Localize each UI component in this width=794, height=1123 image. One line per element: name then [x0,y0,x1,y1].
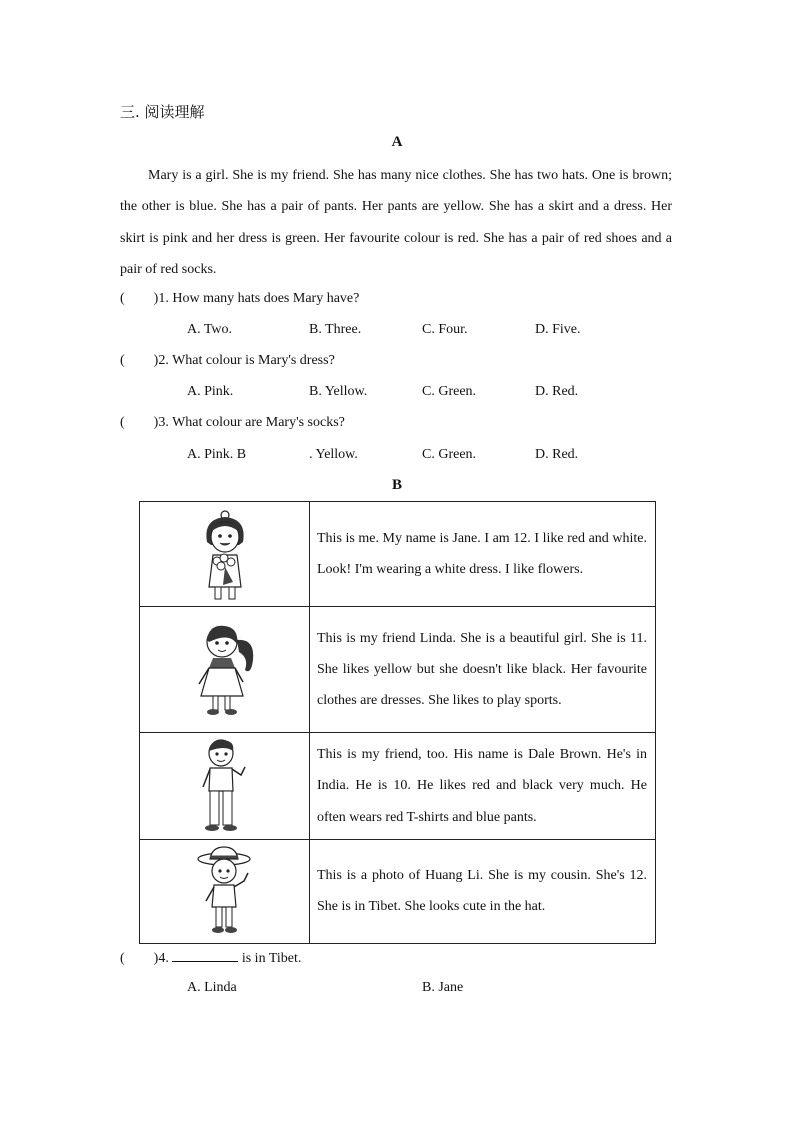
option-1c[interactable]: C. Four. [422,322,468,337]
option-3c[interactable]: C. Green. [422,447,477,462]
answer-paren-open[interactable]: ( [120,951,125,966]
option-4b[interactable]: B. Jane [422,980,464,995]
option-1d[interactable]: D. Five. [535,322,581,337]
profiles-table [139,501,656,944]
question-text: is in Tibet. [241,951,302,966]
table-row [140,502,656,607]
girl-in-hat-icon [194,845,256,937]
profile-text: This is me. My name is Jane. I am 12. I like red and white. Look! I'm wearing a white dress. I like flowers. [310,502,656,607]
question-text: 2. What colour is Mary's dress? [158,353,335,368]
boy-waving-icon [195,737,255,835]
option-1a[interactable]: A. Two. [187,322,233,337]
picture-cell [140,502,310,607]
answer-paren-open[interactable]: ( [120,353,125,368]
option-3a[interactable]: A. Pink. B [187,447,247,462]
part-b-label: B [391,477,402,493]
picture-cell [140,839,310,943]
question-4: ( )4. is in Tibet. [120,951,302,966]
table-row [140,733,656,840]
answer-paren-open[interactable]: ( [120,415,125,430]
option-3d[interactable]: D. Red. [535,447,579,462]
question-2: ( )2. What colour is Mary's dress? [120,353,335,368]
passage-text: Mary is a girl. She is my friend. She has many nice clothes. She has two hats. One is brown; the other is blue. She has a pair of pants. Her pants are yellow. She has a skirt and a dress. Her skirt is pink and her dress is green. Her favourite colour is red. She has a pair of red shoes and a pair of red socks. [120,168,672,277]
girl-with-ponytail-icon [189,620,261,720]
answer-blank[interactable] [172,949,238,962]
girl-with-flowers-icon [195,507,255,602]
option-2b[interactable]: B. Yellow. [309,384,368,399]
option-2a[interactable]: A. Pink. [187,384,234,399]
table-row [140,607,656,733]
question-text: 3. What colour are Mary's socks? [158,415,345,430]
profile-text: This is my friend Linda. She is a beautiful girl. She is 11. She likes yellow but she doesn't like black. Her favourite clothes are dresses. She likes to play sports. [310,607,656,733]
option-1b[interactable]: B. Three. [309,322,362,337]
picture-cell [140,607,310,733]
table-row [140,839,656,943]
profile-text: This is my friend, too. His name is Dale Brown. He's in India. He is 10. He likes red and black very much. He often wears red T-shirts and blue pants. [310,733,656,840]
question-number: 4. [158,951,169,966]
answer-paren-open[interactable]: ( [120,291,125,306]
picture-cell [140,733,310,840]
option-4a[interactable]: A. Linda [187,980,237,995]
profile-text: This is a photo of Huang Li. She is my cousin. She's 12. She is in Tibet. She looks cute in the hat. [310,839,656,943]
option-3b[interactable]: . Yellow. [309,447,358,462]
question-1: ( )1. How many hats does Mary have? [120,291,360,306]
part-a-label: A [391,134,403,150]
reading-passage-a [120,160,672,285]
option-2c[interactable]: C. Green. [422,384,477,399]
question-text: 1. How many hats does Mary have? [158,291,360,306]
option-2d[interactable]: D. Red. [535,384,579,399]
question-3: ( )3. What colour are Mary's socks? [120,415,345,430]
section-title: 三. 阅读理解 [120,103,205,121]
